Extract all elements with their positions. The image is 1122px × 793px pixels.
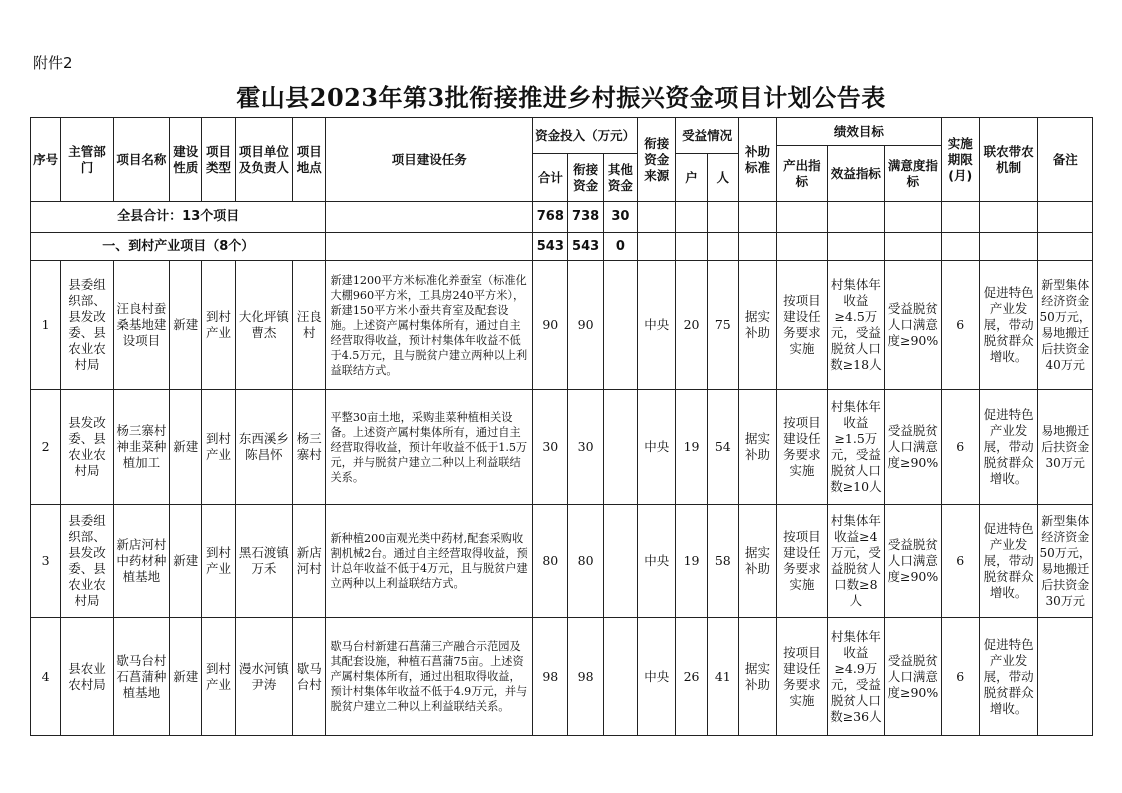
row-subsidy: 据实补助 xyxy=(738,261,776,390)
header-period: 实施期限(月) xyxy=(941,118,979,202)
row-nature: 新建 xyxy=(170,261,202,390)
row-seq: 4 xyxy=(31,618,61,736)
row-unit: 大化坪镇曹杰 xyxy=(235,261,292,390)
row-output: 按项目建设任务要求实施 xyxy=(777,505,827,618)
row-output: 按项目建设任务要求实施 xyxy=(777,618,827,736)
header-seq: 序号 xyxy=(31,118,61,202)
row-total: 30 xyxy=(533,390,568,505)
row-seq: 2 xyxy=(31,390,61,505)
row-dept: 县委组织部、县发改委、县农业农村局 xyxy=(61,261,113,390)
row-effect: 村集体年收益≥4万元，受益脱贫人口数≥8人 xyxy=(827,505,884,618)
row-satisfaction: 受益脱贫人口满意度≥90% xyxy=(885,505,941,618)
row-link: 98 xyxy=(568,618,603,736)
section1-row xyxy=(31,233,1093,261)
row-effect: 村集体年收益≥4.5万元，受益脱贫人口数≥18人 xyxy=(827,261,884,390)
row-other xyxy=(603,390,637,505)
header-task: 项目建设任务 xyxy=(326,118,533,202)
row-task: 新种植200亩观光类中药材,配套采购收割机械2台。通过自主经营取得收益，预计总年收益不低于4万元，且与脱贫户建立两种以上利益联结方式。 xyxy=(326,505,533,618)
row-nature: 新建 xyxy=(170,618,202,736)
header-nature: 建设性质 xyxy=(170,118,202,202)
row-satisfaction: 受益脱贫人口满意度≥90% xyxy=(885,618,941,736)
row-total: 80 xyxy=(533,505,568,618)
row-output: 按项目建设任务要求实施 xyxy=(777,390,827,505)
attachment-label: 附件2 xyxy=(33,54,73,72)
page-title: 霍山县2023年第3批衔接推进乡村振兴资金项目计划公告表 xyxy=(236,83,886,112)
header-mechanism: 联农带农机制 xyxy=(979,118,1037,202)
header-type: 项目类型 xyxy=(202,118,235,202)
row-type: 到村产业 xyxy=(202,390,235,505)
county-total-link: 738 xyxy=(568,202,603,233)
row-subsidy: 据实补助 xyxy=(738,390,776,505)
row-nature: 新建 xyxy=(170,390,202,505)
row-period: 6 xyxy=(941,505,979,618)
row-effect: 村集体年收益≥4.9万元，受益脱贫人口数≥36人 xyxy=(827,618,884,736)
row-output: 按项目建设任务要求实施 xyxy=(777,261,827,390)
row-subsidy: 据实补助 xyxy=(738,505,776,618)
header-households: 户 xyxy=(676,154,707,202)
row-nature: 新建 xyxy=(170,505,202,618)
row-people: 58 xyxy=(707,505,738,618)
row-dept: 县委组织部、县发改委、县农业农村局 xyxy=(61,505,113,618)
row-people: 75 xyxy=(707,261,738,390)
header-subsidy: 补助标准 xyxy=(738,118,776,202)
row-name: 汪良村蚕桑基地建设项目 xyxy=(113,261,169,390)
header-satisfaction: 满意度指标 xyxy=(885,146,941,202)
row-name: 杨三寨村神韭菜种植加工 xyxy=(113,390,169,505)
row-mechanism: 促进特色产业发展，带动脱贫群众增收。 xyxy=(979,618,1037,736)
row-period: 6 xyxy=(941,618,979,736)
header-benefit: 受益情况 xyxy=(676,118,739,154)
row-remark: 新型集体经济资金50万元，易地搬迁后扶资金30万元 xyxy=(1038,505,1093,618)
row-link: 90 xyxy=(568,261,603,390)
row-period: 6 xyxy=(941,390,979,505)
row-people: 41 xyxy=(707,618,738,736)
row-households: 20 xyxy=(676,261,707,390)
row-link: 30 xyxy=(568,390,603,505)
row-unit: 黑石渡镇万禾 xyxy=(235,505,292,618)
row-source: 中央 xyxy=(638,261,676,390)
project-table xyxy=(30,117,1093,736)
row-effect: 村集体年收益≥1.5万元，受益脱贫人口数≥10人 xyxy=(827,390,884,505)
row-satisfaction: 受益脱贫人口满意度≥90% xyxy=(885,390,941,505)
row-name: 歇马台村石菖蒲种植基地 xyxy=(113,618,169,736)
table-row xyxy=(31,261,1093,390)
header-total: 合计 xyxy=(533,154,568,202)
row-seq: 1 xyxy=(31,261,61,390)
header-location: 项目地点 xyxy=(293,118,326,202)
header-remark: 备注 xyxy=(1038,118,1093,202)
row-seq: 3 xyxy=(31,505,61,618)
row-total: 90 xyxy=(533,261,568,390)
row-other xyxy=(603,505,637,618)
row-dept: 县发改委、县农业农村局 xyxy=(61,390,113,505)
row-source: 中央 xyxy=(638,618,676,736)
row-location: 新店河村 xyxy=(293,505,326,618)
header-effect: 效益指标 xyxy=(827,146,884,202)
row-remark xyxy=(1038,618,1093,736)
row-location: 歇马台村 xyxy=(293,618,326,736)
row-period: 6 xyxy=(941,261,979,390)
row-type: 到村产业 xyxy=(202,618,235,736)
table-row xyxy=(31,618,1093,736)
section1-label: 一、到村产业项目（8个） xyxy=(31,233,326,261)
row-total: 98 xyxy=(533,618,568,736)
table-row xyxy=(31,390,1093,505)
header-funds: 资金投入（万元） xyxy=(533,118,638,154)
header-otherfund: 其他资金 xyxy=(603,154,637,202)
header-source: 衔接资金来源 xyxy=(638,118,676,202)
row-source: 中央 xyxy=(638,505,676,618)
header-output: 产出指标 xyxy=(777,146,827,202)
row-type: 到村产业 xyxy=(202,505,235,618)
header-perf: 绩效目标 xyxy=(777,118,941,146)
header-name: 项目名称 xyxy=(113,118,169,202)
row-satisfaction: 受益脱贫人口满意度≥90% xyxy=(885,261,941,390)
row-task: 新建1200平方米标准化养蚕室（标准化大棚960平方米，工具房240平方米），新建150平方米小蚕共育室及配套设施。上述资产属村集体所有，通过自主经营取得收益，预计村集体年收益不低于4.5万元，且与脱贫户建立两种以上利益联结方式。 xyxy=(326,261,533,390)
row-mechanism: 促进特色产业发展，带动脱贫群众增收。 xyxy=(979,505,1037,618)
row-mechanism: 促进特色产业发展，带动脱贫群众增收。 xyxy=(979,390,1037,505)
row-unit: 东西溪乡陈昌怀 xyxy=(235,390,292,505)
row-subsidy: 据实补助 xyxy=(738,618,776,736)
row-unit: 漫水河镇尹涛 xyxy=(235,618,292,736)
header-unit: 项目单位及负责人 xyxy=(235,118,292,202)
row-households: 26 xyxy=(676,618,707,736)
section1-link: 543 xyxy=(568,233,603,261)
row-households: 19 xyxy=(676,505,707,618)
section1-sum: 543 xyxy=(533,233,568,261)
county-total-row xyxy=(31,202,1093,233)
row-remark: 新型集体经济资金50万元，易地搬迁后扶资金40万元 xyxy=(1038,261,1093,390)
header-linkfund: 衔接资金 xyxy=(568,154,603,202)
row-people: 54 xyxy=(707,390,738,505)
row-link: 80 xyxy=(568,505,603,618)
row-name: 新店河村中药材种植基地 xyxy=(113,505,169,618)
table-row xyxy=(31,505,1093,618)
row-remark: 易地搬迁后扶资金30万元 xyxy=(1038,390,1093,505)
row-type: 到村产业 xyxy=(202,261,235,390)
header-dept: 主管部门 xyxy=(61,118,113,202)
row-location: 汪良村 xyxy=(293,261,326,390)
row-mechanism: 促进特色产业发展，带动脱贫群众增收。 xyxy=(979,261,1037,390)
row-source: 中央 xyxy=(638,390,676,505)
row-households: 19 xyxy=(676,390,707,505)
row-location: 杨三寨村 xyxy=(293,390,326,505)
header-people: 人 xyxy=(707,154,738,202)
county-total-sum: 768 xyxy=(533,202,568,233)
section1-other: 0 xyxy=(603,233,637,261)
row-dept: 县农业农村局 xyxy=(61,618,113,736)
county-total-label: 全县合计：13个项目 xyxy=(31,202,326,233)
row-other xyxy=(603,261,637,390)
row-task: 平整30亩土地，采购韭菜种植相关设备。上述资产属村集体所有，通过自主经营取得收益，预计年收益不低于1.5万元，并与脱贫户建立二种以上利益联结关系。 xyxy=(326,390,533,505)
row-other xyxy=(603,618,637,736)
county-total-other: 30 xyxy=(603,202,637,233)
row-task: 歇马台村新建石菖蒲三产融合示范园及其配套设施，种植石菖蒲75亩。上述资产属村集体所有，通过出租取得收益，预计村集体年收益不低于4.9万元，并与脱贫户建立二种以上利益联结关系。 xyxy=(326,618,533,736)
